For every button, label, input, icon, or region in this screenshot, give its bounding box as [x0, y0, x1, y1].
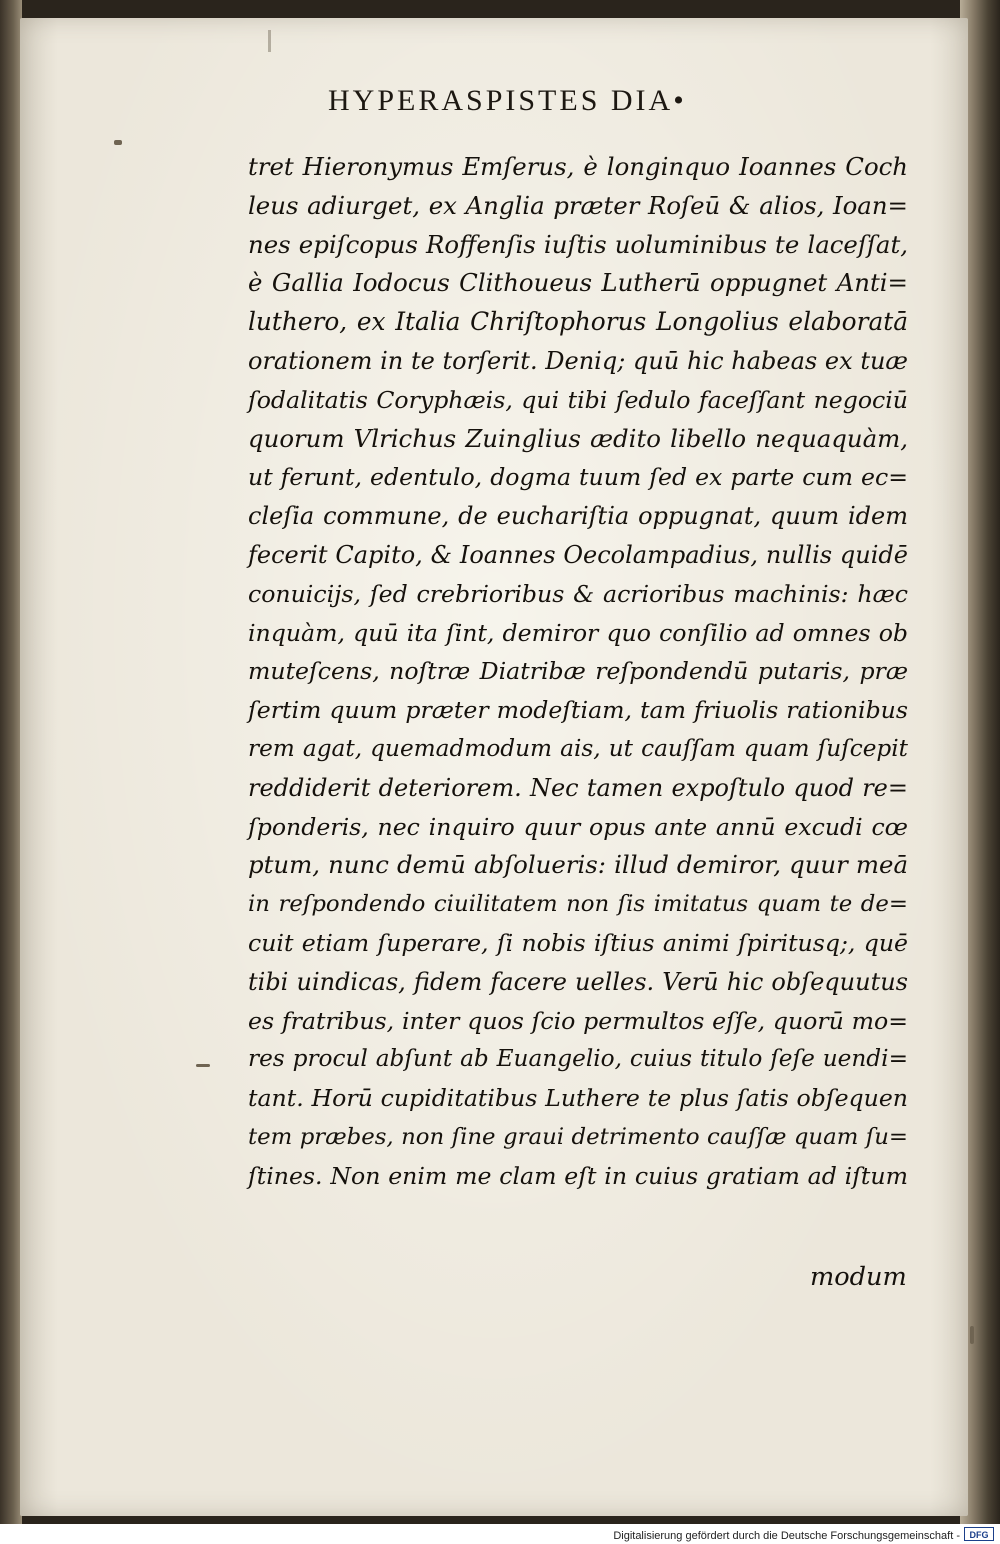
- margin-mark-middle: [196, 1064, 210, 1067]
- text-line: cleſia commune, de euchariſtia oppugnat, quum idem: [248, 502, 908, 531]
- text-line: ut ferunt, edentulo, dogma tuum ſed ex parte cum ec=: [248, 463, 908, 492]
- catchword: modum: [810, 1262, 907, 1292]
- margin-mark-top: [114, 140, 122, 145]
- text-line: ptum, nunc demū abſolueris: illud demiror, quur meā: [248, 850, 908, 880]
- text-line: tem præbes, non ſine graui detrimento cauſſæ quam ſu=: [248, 1123, 908, 1150]
- footer-credit: Digitalisierung gefördert durch die Deutsche Forschungsgemeinschaft -: [613, 1530, 960, 1542]
- text-line: es fratribus, inter quos ſcio permultos eſſe, quorū mo=: [248, 1006, 908, 1035]
- text-line: fecerit Capito, & Ioannes Oecolampadius, nullis quidē: [248, 540, 908, 569]
- book-edge-left: [0, 0, 22, 1524]
- text-line: inquàm, quū ita ſint, demiror quo conſilio ad omnes ob: [248, 618, 908, 647]
- text-line: ſodalitatis Coryphæis, qui tibi ſedulo faceſſant negociū: [248, 385, 908, 414]
- running-head: HYPERASPISTES DIA•: [328, 84, 687, 117]
- text-line: ſertim quum præter modeſtiam, tam friuolis rationibus: [248, 696, 908, 725]
- text-line: rem agat, quemadmodum ais, ut cauſſam quam ſuſcepit: [248, 734, 908, 762]
- text-line: quorum Vlrichus Zuinglius ædito libello nequaquàm,: [248, 423, 908, 453]
- signature-mark: [268, 30, 271, 52]
- text-line: leus adiurget, ex Anglia præter Roſeū & alios, Ioan=: [248, 190, 908, 220]
- text-line: orationem in te torſerit. Deniq; quū hic habeas ex tuæ: [248, 346, 908, 375]
- text-line: tant. Horū cupiditatibus Luthere te plus ſatis obſequen: [248, 1084, 908, 1113]
- text-line: luthero, ex Italia Chriſtophorus Longolius elaboratā: [248, 307, 908, 337]
- text-line: cuit etiam ſuperare, ſi nobis iſtius animi ſpiritusq;, quē: [248, 928, 908, 957]
- body-text: [248, 148, 908, 1196]
- text-line: ſponderis, nec inquiro quur opus ante annū excudi cœ: [248, 812, 908, 841]
- margin-mark-right: [970, 1326, 974, 1344]
- dfg-logo: DFG: [964, 1527, 994, 1541]
- text-line: conuicijs, ſed crebrioribus & acrioribus machinis: hæc: [248, 579, 908, 608]
- text-line: in reſpondendo ciuilitatem non ſis imitatus quam te de=: [248, 891, 908, 918]
- text-line: tibi uindicas, fidem facere uelles. Verū hic obſequutus: [248, 967, 908, 996]
- text-line: tret Hieronymus Emſerus, è longinquo Ioannes Coch: [248, 152, 908, 181]
- text-line: res procul abſunt ab Euangelio, cuius titulo ſeſe uendi=: [248, 1045, 908, 1073]
- text-line: nes epiſcopus Roffenſis iuſtis uoluminibus te laceſſat,: [248, 229, 908, 259]
- text-line: muteſcens, noſtræ Diatribæ reſpondendū putaris, præ: [248, 657, 908, 686]
- text-line: reddiderit deteriorem. Nec tamen expoſtulo quod re=: [248, 773, 908, 802]
- text-line: ſtines. Non enim me clam eſt in cuius gratiam ad iſtum: [248, 1161, 908, 1190]
- text-line: è Gallia Iodocus Clithoueus Lutherū oppugnet Anti=: [248, 268, 908, 298]
